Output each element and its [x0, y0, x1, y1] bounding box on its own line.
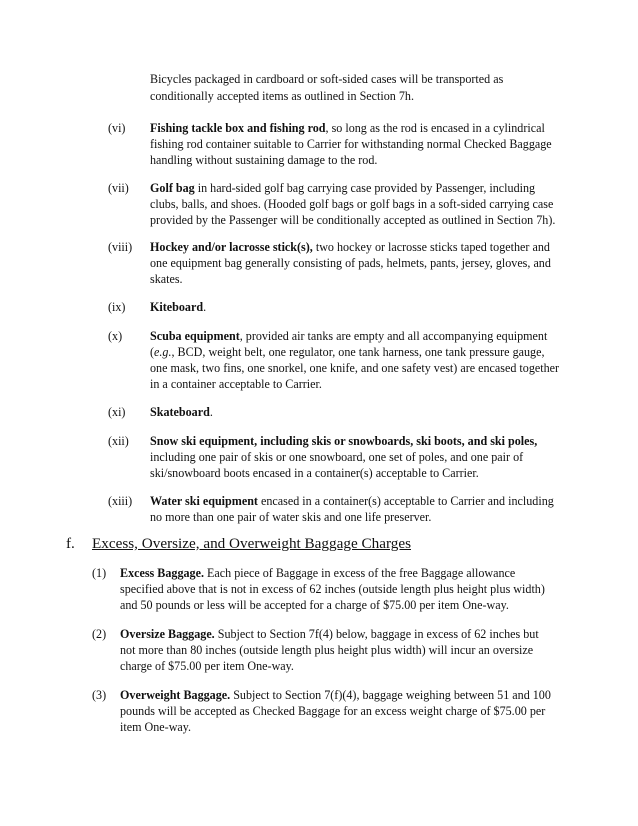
item-text: in hard-sided golf bag carrying case provided by Passenger, including	[194, 181, 536, 195]
item-number: (vii)	[108, 181, 129, 195]
item-text: .	[203, 300, 207, 314]
list-item-line: pounds will be accepted as Checked Baggage for an excess weight charge of $75.00 per	[120, 704, 546, 718]
item-term: Snow ski equipment, including skis or snowboards, ski boots, and ski poles,	[150, 434, 538, 448]
item-term: Hockey and/or lacrosse stick(s),	[150, 240, 313, 254]
item-text: Subject to Section 7(f)(4), baggage weighing between 51 and 100	[230, 688, 551, 702]
item-term: Overweight Baggage.	[120, 688, 231, 702]
item-text: encased in a container(s) acceptable to Carrier and including	[257, 494, 554, 508]
list-item-line: one mask, two fins, one snorkel, one knife, and one safety vest) are encased together	[150, 361, 560, 375]
item-term: Golf bag	[150, 181, 195, 195]
item-text: , so long as the rod is encased in a cylindrical	[325, 121, 545, 135]
list-item-line	[120, 688, 551, 703]
list-item-line	[120, 627, 539, 642]
item-number: (xiii)	[108, 494, 133, 508]
list-item-line	[150, 345, 544, 360]
list-item-line: and 50 pounds or less will be accepted for a charge of $75.00 per item One-way.	[120, 598, 509, 612]
list-item-line: including one pair of skis or one snowboard, one set of poles, and one pair of	[150, 450, 524, 464]
item-number: (1)	[92, 566, 107, 580]
item-text: , provided air tanks are empty and all accompanying equipment	[239, 329, 548, 343]
list-item-line	[150, 434, 537, 449]
list-item-line: no more than one pair of water skis and one life preserver.	[150, 510, 432, 524]
item-term: Scuba equipment	[150, 329, 240, 343]
item-term: Fishing tackle box and fishing rod	[150, 121, 326, 135]
list-item-line: in a container acceptable to Carrier.	[150, 377, 322, 391]
item-term: Water ski equipment	[150, 494, 258, 508]
list-item-line: fishing rod container suitable to Carrier for withstanding normal Checked Baggage	[150, 137, 552, 151]
item-text: Each piece of Baggage in excess of the free Baggage allowance	[203, 566, 516, 580]
item-number: (ix)	[108, 300, 126, 314]
intro-line-1: Bicycles packaged in cardboard or soft-sided cases will be transported as	[150, 72, 504, 86]
list-item-line: one equipment bag generally consisting of pads, helmets, pants, jersey, gloves, and	[150, 256, 551, 270]
item-text: .	[209, 405, 213, 419]
list-item-line: specified above that is not in excess of 62 inches (outside length plus height plus width)	[120, 582, 545, 596]
item-number: (3)	[92, 688, 107, 702]
item-number: (viii)	[108, 240, 133, 254]
item-term: Excess Baggage.	[120, 566, 204, 580]
item-text: , BCD, weight belt, one regulator, one tank harness, one tank pressure gauge,	[171, 345, 545, 359]
list-item-line: charge of $75.00 per item One-way.	[120, 659, 294, 673]
list-item-line: not more than 80 inches (outside length plus height plus width) will incur an oversize	[120, 643, 534, 657]
item-text: (	[150, 345, 155, 359]
item-text: two hockey or lacrosse sticks taped together and	[312, 240, 550, 254]
list-item-line: provided by the Passenger will be conditionally accepted as outlined in Section 7h).	[150, 213, 556, 227]
list-item-line	[150, 181, 535, 196]
item-term: Kiteboard	[150, 300, 204, 314]
list-item-line	[150, 300, 206, 315]
item-term: Skateboard	[150, 405, 210, 419]
section-letter: f.	[66, 535, 75, 552]
item-number: (2)	[92, 627, 107, 641]
item-number: (vi)	[108, 121, 126, 135]
list-item-line: ski/snowboard boots encased in a container(s) acceptable to Carrier.	[150, 466, 479, 480]
list-item-line: skates.	[150, 272, 183, 286]
list-item-line	[150, 121, 545, 136]
section-heading: Excess, Oversize, and Overweight Baggage Charges	[92, 535, 411, 552]
list-item-line: handling without sustaining damage to the rod.	[150, 153, 378, 167]
list-item-line	[150, 240, 550, 255]
list-item-line	[150, 494, 554, 509]
list-item-line	[150, 329, 547, 344]
list-item-line	[150, 405, 213, 420]
item-number: (xi)	[108, 405, 126, 419]
list-item-line: item One-way.	[120, 720, 192, 734]
item-text: Subject to Section 7f(4) below, baggage in excess of 62 inches but	[214, 627, 539, 641]
item-number: (x)	[108, 329, 123, 343]
item-text-italic: e.g.	[154, 345, 172, 359]
intro-line-2: conditionally accepted items as outlined in Section 7h.	[150, 89, 414, 103]
item-term: Oversize Baggage.	[120, 627, 215, 641]
list-item-line	[120, 566, 515, 581]
list-item-line: clubs, balls, and shoes. (Hooded golf bags or golf bags in a soft-sided carrying case	[150, 197, 554, 211]
item-number: (xii)	[108, 434, 129, 448]
